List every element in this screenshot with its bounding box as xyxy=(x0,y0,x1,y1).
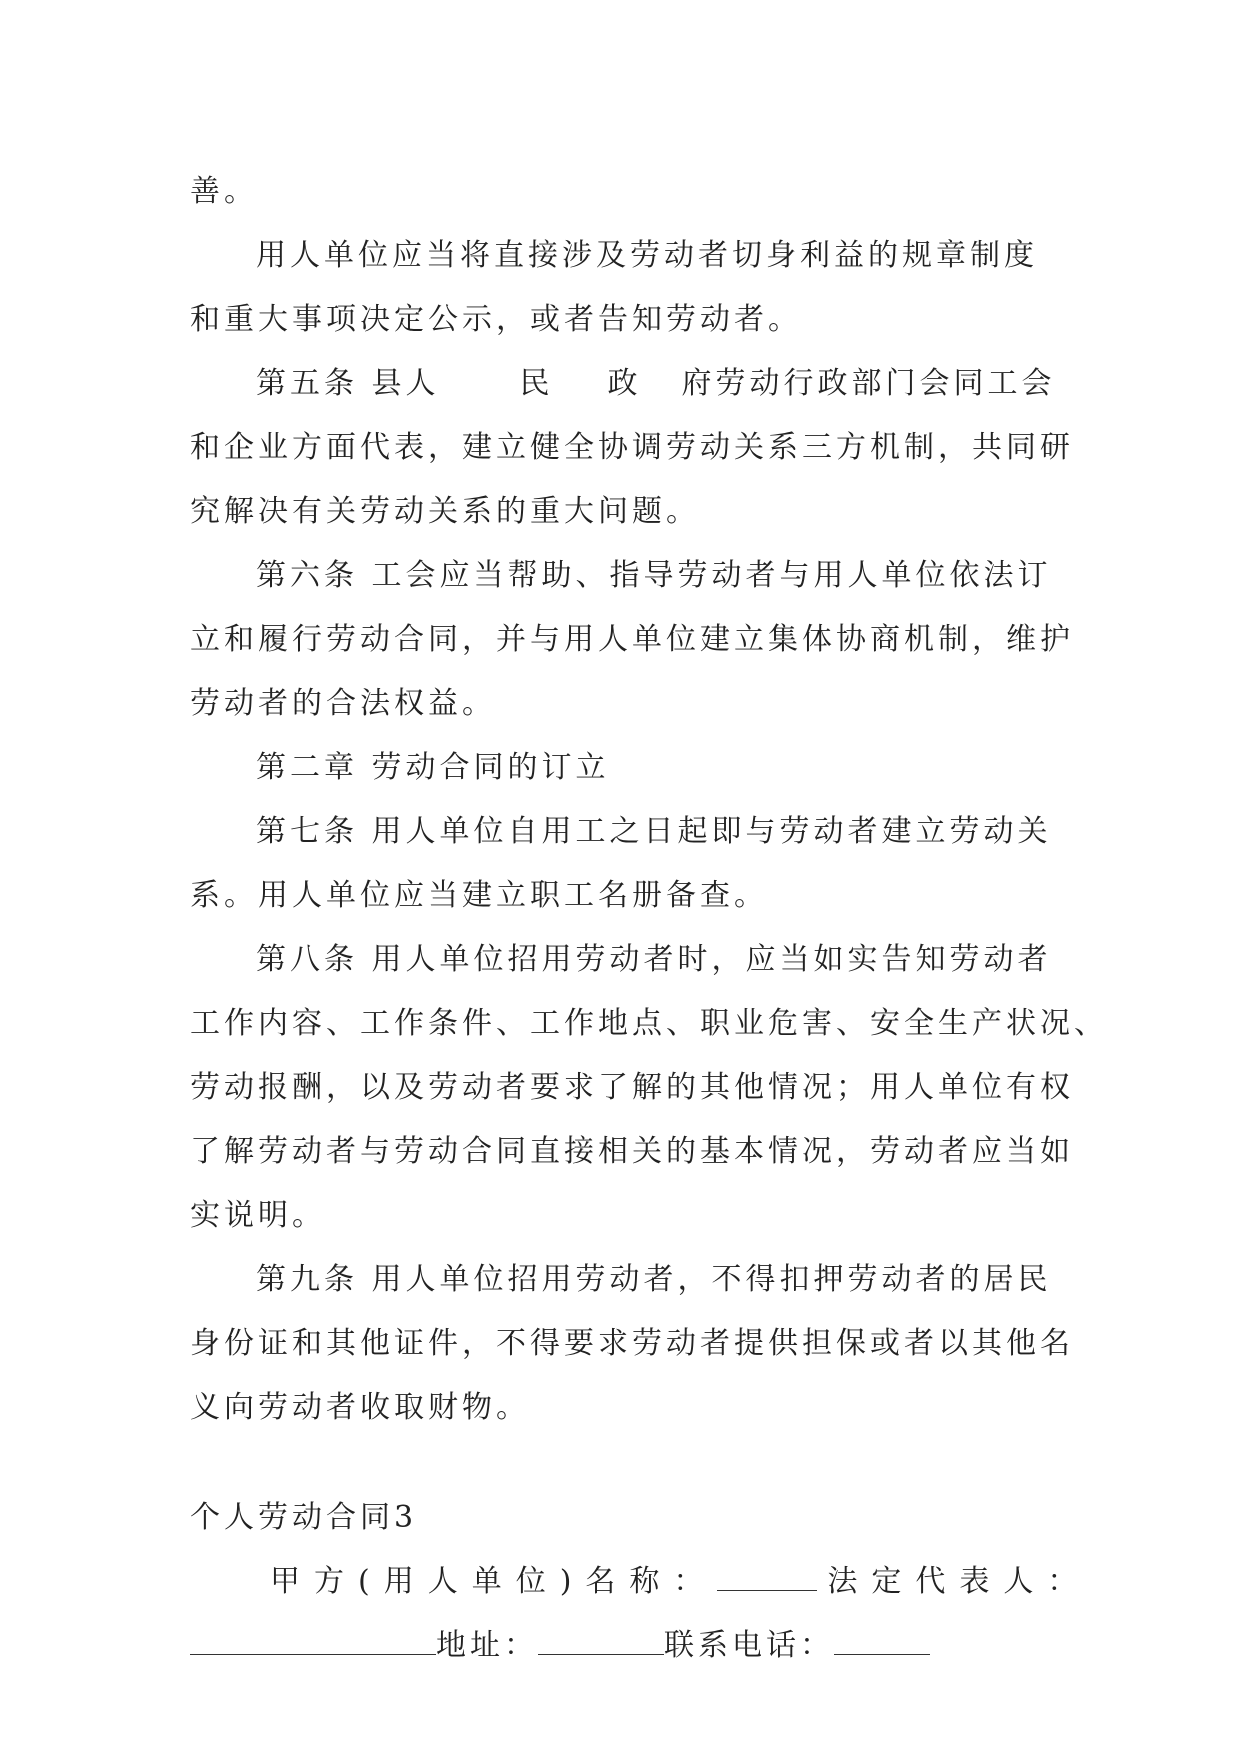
paragraph-line: 身份证和其他证件，不得要求劳动者提供担保或者以其他名 xyxy=(190,1326,1074,1361)
paragraph-line: 第九条 用人单位招用劳动者，不得扣押劳动者的居民 xyxy=(256,1262,1052,1297)
chapter-heading: 第二章 劳动合同的订立 xyxy=(256,750,610,785)
contact-line xyxy=(190,1614,1050,1678)
paragraph-line: 究解决有关劳动关系的重大问题。 xyxy=(190,494,700,529)
paragraph-line: 善。 xyxy=(190,174,258,209)
paragraph-line: 劳动报酬，以及劳动者要求了解的其他情况；用人单位有权 xyxy=(190,1070,1074,1105)
paragraph-line: 了解劳动者与劳动合同直接相关的基本情况，劳动者应当如 xyxy=(190,1134,1074,1169)
text-segment: 府劳动行政部门会同工会 xyxy=(681,366,1056,401)
phone-blank[interactable] xyxy=(834,1628,930,1655)
paragraph-line: 系。用人单位应当建立职工名册备查。 xyxy=(190,878,768,913)
paragraph-line: 和重大事项决定公示，或者告知劳动者。 xyxy=(190,302,802,337)
paragraph-line: 工作内容、工作条件、工作地点、职业危害、安全生产状况、 xyxy=(190,1006,1108,1041)
paragraph-line: 实说明。 xyxy=(190,1198,326,1233)
text-segment: 民 xyxy=(519,366,554,401)
party-a-name-blank[interactable] xyxy=(717,1564,817,1591)
legal-rep-label: 法定代表人： xyxy=(827,1564,1092,1599)
address-blank[interactable] xyxy=(538,1628,664,1655)
paragraph-line: 劳动者的合法权益。 xyxy=(190,686,496,721)
paragraph-line: 第七条 用人单位自用工之日起即与劳动者建立劳动关 xyxy=(256,814,1052,849)
text-segment: 政 xyxy=(607,366,642,401)
paragraph-line: 立和履行劳动合同，并与用人单位建立集体协商机制，维护 xyxy=(190,622,1074,657)
phone-label: 联系电话： xyxy=(664,1628,834,1663)
paragraph-line: 第六条 工会应当帮助、指导劳动者与用人单位依法订 xyxy=(256,558,1052,593)
paragraph-line: 第八条 用人单位招用劳动者时，应当如实告知劳动者 xyxy=(256,942,1052,977)
legal-rep-blank[interactable] xyxy=(190,1628,436,1655)
address-label: 地址： xyxy=(436,1628,538,1663)
document-body xyxy=(190,160,1108,1678)
party-a-line xyxy=(190,1550,1092,1614)
paragraph-line: 和企业方面代表，建立健全协调劳动关系三方机制，共同研 xyxy=(190,430,1074,465)
section-title: 个人劳动合同3 xyxy=(190,1500,418,1535)
article-5-line xyxy=(190,352,1056,416)
text-segment: 第五条 县人 xyxy=(256,366,440,401)
paragraph-line: 义向劳动者收取财物。 xyxy=(190,1390,530,1425)
paragraph-line: 用人单位应当将直接涉及劳动者切身利益的规章制度 xyxy=(256,238,1038,273)
party-a-name-label: 甲方(用人单位)名称： xyxy=(270,1564,718,1599)
